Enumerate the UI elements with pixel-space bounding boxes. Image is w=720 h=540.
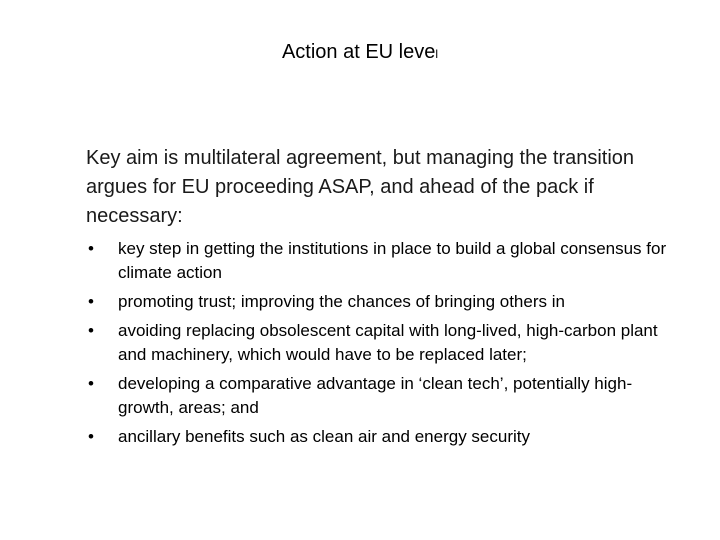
slide-title-tail: l (435, 47, 439, 61)
slide-title (0, 38, 720, 68)
bullet-dot-icon: • (88, 427, 94, 446)
bullet-text: key step in getting the institutions in place to build a global consensus for climate action (118, 239, 667, 282)
bullet-text: avoiding replacing obsolescent capital with long-lived, high-carbon plant and machinery, which would have to be replaced later; (118, 321, 658, 364)
bullet-text: developing a comparative advantage in ‘clean tech’, potentially high-growth, areas; and (118, 374, 633, 417)
bullet-item (86, 237, 686, 285)
bullet-dot-icon: • (88, 292, 94, 311)
bullet-list (86, 237, 686, 454)
bullet-dot-icon: • (88, 321, 94, 340)
bullet-dot-icon: • (88, 239, 94, 258)
bullet-dot-icon: • (88, 374, 94, 393)
bullet-item (86, 425, 686, 449)
slide-title-main: Action at EU leve (281, 41, 436, 63)
bullet-text: ancillary benefits such as clean air and energy security (118, 427, 530, 446)
intro-paragraph: Key aim is multilateral agreement, but managing the transition argues for EU proceeding ASAP, and ahead of the pack if necessary: (86, 147, 635, 227)
bullet-item (86, 319, 686, 367)
bullet-item (86, 290, 686, 314)
bullet-text: promoting trust; improving the chances of bringing others in (118, 292, 565, 311)
bullet-item (86, 372, 686, 420)
